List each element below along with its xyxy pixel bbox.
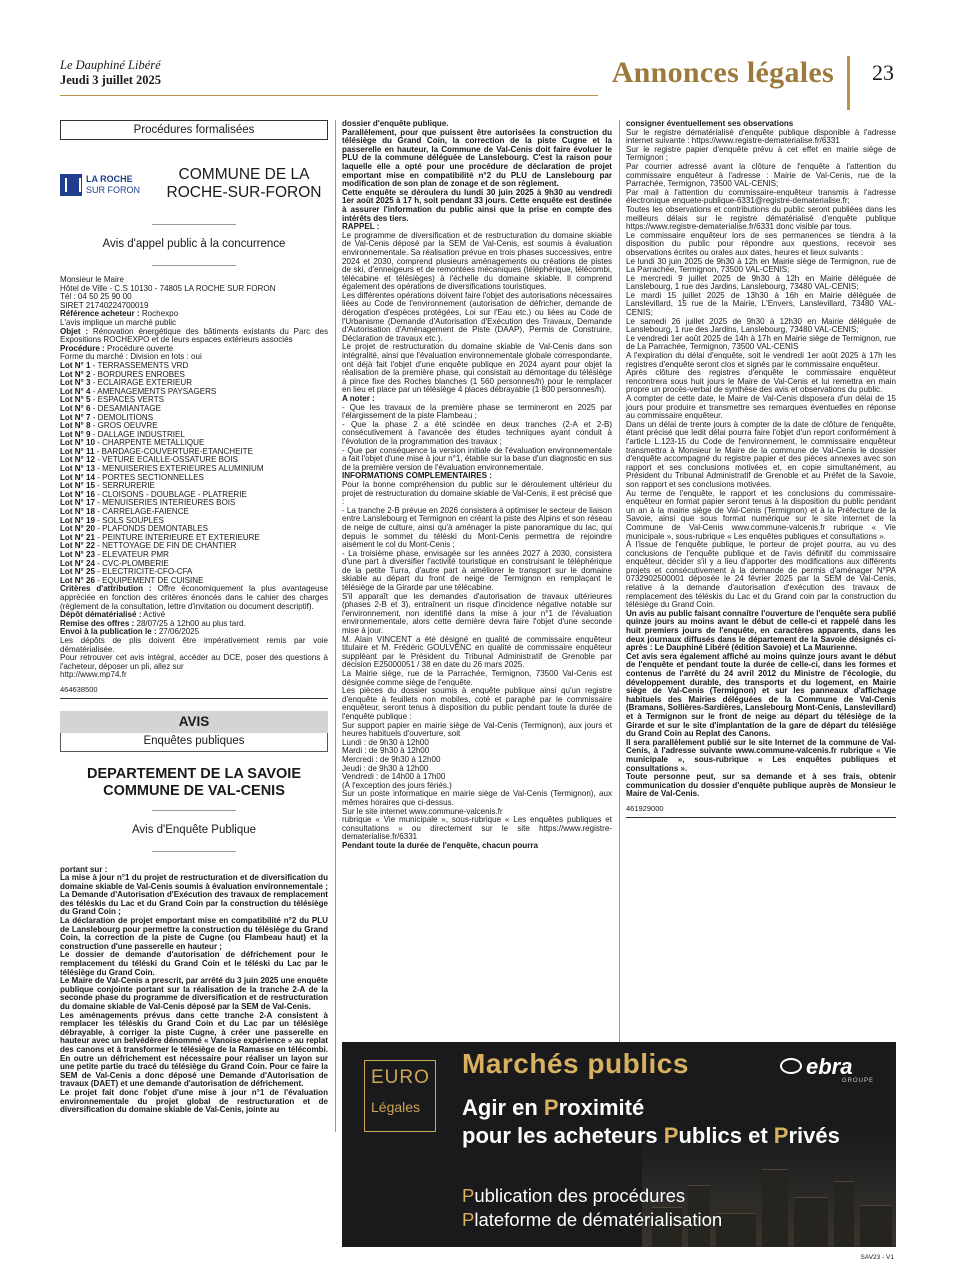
page-header	[60, 54, 894, 110]
paragraph-text: - MENUISERIES EXTERIEURES ALUMINIUM	[94, 464, 264, 474]
paragraph-text: 27/06/2025	[156, 627, 200, 637]
paragraph-text: - PEINTURE INTERIEURE ET EXTERIEURE	[94, 532, 260, 542]
paragraph-text: Procédure ouverte	[104, 343, 174, 353]
paragraph	[60, 977, 328, 1011]
paragraph-text: Le samedi 26 juillet 2025 de 9h30 à 12h30 en Mairie déléguée de Lanslebourg, 1 rue des Jardins, Lanslebourg, 73480 VAL-CENIS;	[626, 316, 896, 335]
service-platform: lateforme de dématérialisation	[474, 1209, 723, 1230]
paragraph-text: - DEMOLITIONS	[90, 412, 154, 422]
paragraph-text: Offre économiquement la plus avantageuse appréciée en fonction des critères énoncés dans le cahier des charges (règlement de la consultation, lettre d'invitation ou document descriptif).	[60, 584, 328, 611]
logo-text-2: SUR FORON	[86, 185, 140, 195]
paragraph	[626, 352, 896, 369]
paragraph-text: - NETTOYAGE DE FIN DE CHANTIER	[94, 541, 237, 551]
notice-reference: 464638500	[60, 684, 98, 694]
paragraph	[626, 275, 896, 292]
paragraph-text: Après clôture des registres d'enquête le commissaire enquêteur rencontrera sous huit jours le Maire de Val-Cenis et lui remettra en main propre un procès-verbal de synthèse des avis et observations du public.	[626, 368, 896, 395]
issuer-block	[60, 162, 328, 224]
paragraph	[342, 421, 612, 447]
paragraph-bold: Lot N° 18	[60, 507, 95, 517]
paragraph-bold: Lot N° 9	[60, 429, 91, 439]
paragraph-bold: Cet avis sera également affiché au moins quinze jours avant le début de l'enquête et pendant toute la durée de celle-ci, dans les formes et contenus de l'arrêté du 24 avril 2012 du Ministre de l'écologie, du développement durable, des transports et du logement, en Mairie siège de Val-Cenis (Termignon) et sur les panneaux d'affichage habituels des Mairies déléguées de la Commune de Val-Cenis (Bramans, Sollières-Sardières, Lanslebourg Mont-Cenis, Lanslevillard) et à Termignon sur le front de neige au départ du télésiège de la Girarde et sur le site d'implantation de la gare de départ du télésiège du Grand Coin au Replat des Canons.	[626, 651, 896, 739]
eurolegales-logo	[364, 1060, 436, 1132]
paragraph-text: Forme du marché : Division en lots : oui	[60, 352, 202, 362]
paragraph-text: - TERRASSEMENTS VRD	[90, 360, 189, 370]
paragraph-bold: Dépôt dématérialisé :	[60, 610, 142, 620]
paragraph-bold: Critères d'attribution :	[60, 584, 152, 594]
paragraph	[342, 816, 612, 842]
paragraph-text: - BARDAGE-COUVERTURE-ETANCHEITE	[94, 446, 253, 456]
paragraph-text: Le projet de restructuration du domaine skiable de Val-Cenis dans son intégralité, ainsi que l'évaluation environnementale globale correspondante, ont déjà fait l'objet d'une enquête publique en 2024 ayant pour objet la réalisation de la première phase, qui consistait au démontage du télésiège à pince fixe des Roches blanches (1 560 personnes/h) pour le remplacer en lieu et place par un télésiège 4 places débrayable (1 800 personnes/h).	[342, 342, 612, 395]
paragraph-text: - CVC-PLOMBERIE	[94, 558, 169, 568]
paragraph-text: Au terme de l'enquête, le rapport et les conclusions du commissaire-enquêteur en format papier seront tenus à la disposition du public pendant un an à la mairie siège de Val-Cenis (Termignon) et à la Préfecture de la Savoie, ainsi que sous format numérique sur le site internet de la Commune de Val-Cenis www.commune-valcenis.fr rubrique « Vie municipale », sous-rubrique « Les enquêtes publiques et consultations ».	[626, 488, 896, 541]
tagline-part: ublics et	[678, 1123, 774, 1148]
paragraph	[60, 1089, 328, 1115]
paragraph-bold: A noter :	[342, 394, 375, 403]
column-3	[626, 120, 896, 1038]
paragraph-bold: Lot N° 19	[60, 515, 95, 525]
paragraph-bold: Lot N° 17	[60, 498, 95, 508]
section-title: Annonces légales	[611, 56, 834, 89]
paragraph-bold: Il sera parallèlement publié sur le site Internet de la commune de Val-Cenis, à l'adresse suivante www.commune-valcenis.fr rubrique « Vie municipale », sous-rubrique « Les enquêtes publiques et consultations ».	[626, 737, 896, 773]
notice-body	[60, 276, 328, 680]
paragraph-bold: Lot N° 13	[60, 464, 95, 474]
paragraph-bold: Lot N° 7	[60, 412, 91, 422]
paragraph-bold: La Demande d'Autorisation d'Exécution des travaux de remplacement des téléskis du Lac et du Grand Coin par la construction du télésiège du Grand Coin ;	[60, 890, 328, 917]
edition-code: SAV23 - V1	[860, 1254, 894, 1261]
ad-services	[462, 1184, 722, 1232]
advertisement-banner[interactable]	[342, 1042, 896, 1247]
paragraph-text: - ESPACES VERTS	[90, 395, 164, 405]
paragraph-text: - BORDURES ENROBES	[90, 369, 185, 379]
paragraph	[342, 447, 612, 473]
paragraph-bold: Lot N° 25	[60, 567, 95, 577]
logo-text-1: LA ROCHE	[86, 174, 133, 184]
notice2-body	[60, 866, 328, 1115]
eurolegales-logo-line-1: EURO	[371, 1067, 430, 1088]
divider	[152, 224, 236, 225]
paragraph-text: - PORTES SECTIONNELLES	[94, 472, 204, 482]
service-highlight: P	[462, 1209, 475, 1230]
column-1	[60, 120, 328, 1115]
paragraph	[60, 585, 328, 611]
paragraph	[342, 790, 612, 807]
paragraph-bold: Lot N° 16	[60, 489, 95, 499]
paragraph-text: Les différentes opérations doivent faire l'objet des autorisations nécessaires liées au Code de l'environnement (autorisation de défricher, demande de dérogation d'espèces protégées, Loi sur l'Eau etc.) ou liées au Code de l'Urbanisme (Demande d'Autorisation d'Exécution des Travaux, Demande d'Autorisation d'Aménagement de Piste (DAAP), Permis de Construire, Déclaration de travaux etc.).	[342, 290, 612, 343]
paragraph-text: - DALLAGE INDUSTRIEL	[90, 429, 185, 439]
paragraph-text: Vendredi : de 14h00 à 17h00	[342, 772, 446, 782]
town-logo	[60, 172, 142, 208]
ad-headline: Marchés publics	[462, 1048, 689, 1079]
paragraph-bold: Procédure :	[60, 343, 105, 353]
paragraph	[342, 129, 612, 189]
paragraph-bold: Le projet fait donc l'objet d'une mise à jour n°1 de l'évaluation environnementale du projet global de restructuration et de diversification du domaine skiable de Val-Cenis, jointe au	[60, 1087, 328, 1115]
paragraph	[626, 292, 896, 318]
paragraph	[342, 636, 612, 670]
paragraph-bold: Toute personne peut, sur sa demande et à ses frais, obtenir communication du dossier d'enquête publique auprès de Monsieur le Maire de Val-Cenis.	[626, 772, 896, 799]
paragraph	[626, 369, 896, 395]
paragraph	[60, 917, 328, 951]
notice2-body-end	[626, 120, 896, 799]
paragraph-bold: Les aménagements prévus dans cette tranche 2-A consistent à remplacer les téléskis du Grand Coin et du Lac par un télésiège débrayable, à corriger la piste Cugne, à créer une passerelle en hauteur avec un belvédère dénommé « Vanoise expérience » au replat des canons et à transformer le télésiège de la Ramasse en télécombi. En outre un défrichement est nécessaire pour réaliser un layon sur une petite partie du tracé du télésiège du Grand Coin. Pour ce faire la SEM de Val-Cenis a donc déposé une Demande d'Autorisation de travaux (DAET) et une demande d'autorisation de défrichement.	[60, 1010, 328, 1089]
paragraph	[626, 653, 896, 739]
tagline-part: Agir en	[462, 1095, 544, 1120]
paragraph-text: Monsieur le Maire	[60, 275, 124, 284]
paragraph	[626, 189, 896, 206]
paragraph	[342, 481, 612, 507]
paragraph-text: Pour la bonne compréhension du public sur le déroulement ultérieur du projet de restructuration du domaine skiable de Val-Cenis, il est précisé que :	[342, 479, 612, 507]
paragraph-text: Le mercredi 9 juillet 2025 de 9h30 à 12h en Mairie déléguée de Lanslebourg, 1 rue des Jardins, Lanslebourg, 73480 VAL-CENIS;	[626, 273, 896, 292]
column-2	[342, 120, 612, 1038]
paragraph-text: Rénovation énergétique des bâtiments existants du Parc des Expositions ROCHEXPO et de leurs espaces extérieurs associés	[60, 326, 328, 345]
paragraph-text: Sur le site internet www.commune-valcenis.fr	[342, 806, 503, 816]
column-rule	[335, 120, 336, 1132]
paragraph-text: Mardi : de 9h30 à 12h00	[342, 746, 430, 756]
paragraph-text: Rochexpo	[139, 309, 179, 319]
tagline-part: rivés	[788, 1123, 840, 1148]
paragraph	[342, 343, 612, 395]
paragraph-text: - CHARPENTE METALLIQUE	[94, 438, 205, 448]
divider	[152, 265, 236, 266]
paragraph-text: Tél : 04 50 25 90 00	[60, 292, 132, 302]
paragraph-bold: Lot N° 6	[60, 403, 91, 413]
paragraph-text: - Que la phase 2 a été scindée en deux tranches (2-A et 2-B) consécutivement à l'avancée des études techniques ayant conduit à l'évolution de la programmation des travaux ;	[342, 419, 612, 446]
paragraph-bold: Objet :	[60, 326, 89, 336]
paragraph-text: Le mardi 15 juillet 2025 de 13h30 à 16h en Mairie déléguée de Lanslevillard, 15 rue de la Mairie, L'Envers, Lanslevillard, 73480 VAL-CENIS;	[626, 290, 896, 318]
paragraph-text: Sur support papier en mairie siège de Val-Cenis (Termignon), aux jours et heures habituels d'ouverture, soit	[342, 720, 612, 739]
paragraph	[626, 335, 896, 352]
paragraph-bold: Lot N° 21	[60, 532, 95, 542]
paragraph-text: L'avis implique un marché public	[60, 317, 177, 327]
paragraph-text: Hôtel de Ville - C.S 10130 - 74805 LA ROCHE SUR FORON	[60, 283, 276, 293]
paragraph-bold: INFORMATIONS COMPLEMENTAIRES :	[342, 471, 492, 481]
paragraph-bold: La mise à jour n°1 du projet de restructuration et de diversification du domaine skiable de Val-Cenis soumis à évaluation environnementale ;	[60, 873, 328, 891]
paragraph-text: - DESAMIANTAGE	[90, 403, 161, 413]
publication-name: Le Dauphiné Libéré	[60, 58, 161, 72]
paragraph-text: SIRET 21740224700019	[60, 300, 149, 310]
paragraph-text: Les dépôts de plis doivent être impérativement remis par voie dématérialisée.	[60, 635, 328, 654]
ebra-brand: ebra	[806, 1054, 853, 1079]
notice2-reference: 461929000	[626, 803, 664, 813]
notice-end-rule	[60, 698, 328, 699]
paragraph-bold: Lot N° 14	[60, 472, 95, 482]
paragraph	[342, 722, 612, 739]
tagline-highlight: P	[773, 1123, 789, 1148]
paragraph-text: - PLAFONDS DEMONTABLES	[94, 524, 208, 534]
paragraph-text: - ELEVATEUR PMR	[94, 550, 169, 559]
paragraph-bold: Lot N° 15	[60, 481, 95, 491]
paragraph	[626, 206, 896, 232]
paragraph-text: Jeudi : de 9h30 à 12h00	[342, 763, 429, 773]
paragraph	[342, 593, 612, 636]
paragraph-bold: Lot N° 3	[60, 378, 91, 388]
paragraph-bold: Pendant toute la durée de l'enquête, chacun pourra	[342, 840, 538, 850]
paragraph-text: Les pièces du dossier soumis à enquête publique ainsi qu'un registre d'enquête à feuillets non mobiles, coté et paraphé par le commissaire enquêteur, seront tenus à disposition du public pendant toute la durée de l'enquête publique :	[342, 686, 612, 721]
page-number: 23	[872, 60, 894, 85]
divider	[152, 851, 236, 852]
paragraph-text: - CARRELAGE-FAIENCE	[94, 507, 189, 517]
paragraph	[626, 258, 896, 275]
paragraph	[342, 404, 612, 421]
paragraph	[342, 670, 612, 687]
paragraph-text: La Mairie siège, rue de la Parrachée, Termignon, 73500 Val-Cenis est désignée comme siège de l'enquête.	[342, 669, 612, 687]
ad-tagline	[462, 1094, 840, 1150]
town-logo-icon	[60, 174, 82, 196]
issuer-name-line-2: ROCHE-SUR-FORON	[166, 184, 322, 201]
paragraph	[60, 328, 328, 345]
eurolegales-logo-line-2: Légales	[371, 1099, 421, 1115]
paragraph	[60, 951, 328, 977]
paragraph-bold: Lot N° 20	[60, 524, 95, 534]
ebra-group: GROUPE	[841, 1078, 874, 1084]
paragraph-text: M. Alain VINCENT a été désigné en qualité de commissaire enquêteur titulaire et M. Frédéric GOULVENC en qualité de commissaire enquêteur suppléant par le Président du Tribunal Administratif de Grenoble par décision E25000051 / 38 en date du 26 mars 2025.	[342, 634, 612, 670]
ebra-logo	[778, 1054, 878, 1084]
paragraph-bold: Le dossier de demande d'autorisation de défrichement pour le remplacement du téléski du Grand Coin et le téléski du Lac par le télésiège du Grand Coin.	[60, 950, 328, 977]
paragraph-text: 28/07/25 à 12h00 au plus tard.	[134, 618, 246, 628]
paragraph	[626, 318, 896, 335]
paragraph-bold: Lot N° 5	[60, 395, 91, 405]
paragraph	[60, 1012, 328, 1089]
paragraph	[626, 232, 896, 258]
paragraph	[626, 739, 896, 773]
issuer-name	[160, 166, 328, 202]
divider	[152, 810, 236, 811]
paragraph-text: - La troisième phase, envisagée sur les années 2027 à 2030, consistera d'une part à diversifier l'activité touristique en construisant le téléphérique de la petite Turra, d'autre part à améliorer le transport sur le domaine skiable au départ du front de neige de Termignon en remplaçant le télésiège de la Girarde par une télécabine.	[342, 548, 612, 593]
paragraph-text: S'il apparaît que les demandes d'autorisation de travaux ultérieures (phases 2-B et 3), entraînent un risque d'incidence négative notable sur l'environnement, non identifié dans la mise à jour n°1 de l'évaluation environnementale, alors cette dernière devra faire l'objet d'une seconde mise à jour.	[342, 591, 612, 636]
notice2-end-rule	[626, 817, 896, 818]
paragraph-bold: Lot N° 8	[60, 421, 91, 431]
paragraph-text: A l'expiration du délai d'enquête, soit le vendredi 1er août 2025 à 17h les registres d'enquête seront clos et signés par le commissaire enquêteur.	[626, 351, 896, 369]
paragraph	[626, 129, 896, 146]
paragraph-text: Le lundi 30 juin 2025 de 9h30 à 12h en Mairie siège de Termignon, rue de La Parrachée, Termignon, 73500 VAL-CENIS;	[626, 256, 896, 275]
paragraph-text: Sur le registre dématérialisé d'enquête publique disponible à l'adresse internet suivante : https://www.registre-dematerialise.fr/6331	[626, 127, 896, 146]
paragraph-text: Lundi : de 9h30 à 12h00	[342, 737, 429, 747]
paragraph-bold: Lot N° 10	[60, 438, 95, 448]
paragraph-text: - Que les travaux de la première phase se termineront en 2025 par l'élargissement de la piste Flambeau ;	[342, 402, 612, 421]
header-rule	[60, 95, 598, 96]
header-separator	[847, 56, 850, 110]
paragraph	[626, 395, 896, 421]
paragraph-text: - AMENAGEMENTS PAYSAGERS	[90, 386, 217, 396]
section-header-procedures: Procédures formalisées	[60, 120, 328, 140]
paragraph-text: Pour retrouver cet avis intégral, accéder au DCE, poser des questions à l'acheteur, déposer un pli, allez sur	[60, 653, 328, 671]
paragraph-text: Dans un délai de trente jours à compter de la date de clôture de l'enquête, étant précisé que ledit délai pourra faire l'objet d'un report conformément à l'article L.123-15 du Code de l'environnement, le commissaire enquêteur transmettra à Monsieur le Maire de la commune de Val-Cenis le dossier d'enquête accompagné du registre papier et des pièces annexes avec son rapport et ses conclusions motivées et, en copie simultanément, au Président du Tribunal Administratif de Grenoble et au Préfet de la Savoie, son rapport et ses conclusions motivées.	[626, 419, 896, 489]
paragraph-text: Par courrier adressé avant la clôture de l'enquête à l'attention du commissaire enquêteur à l'adresse : Mairie de Val-Cenis, rue de la Parrachée, Termignon, 73500 VAL-CENIS;	[626, 161, 896, 189]
column-rule	[619, 120, 620, 1132]
paragraph-bold: dossier d'enquête publique.	[342, 120, 449, 128]
paragraph	[342, 550, 612, 593]
paragraph-bold: consigner éventuellement ses observations	[626, 120, 794, 128]
paragraph-bold: Le Maire de Val-Cenis a prescrit, par arrêté du 3 juin 2025 une enquête publique conjointe portant sur la réalisation de la tranche 2-A de la seconde phase du programme de diversification et de restructuration du domaine skiable de Val-Cenis déposé par la SEM de Val-Cenis.	[60, 976, 328, 1011]
paragraph-text: (À l'exception des jours fériés.)	[342, 780, 452, 790]
paragraph-text: - EQUIPEMENT DE CUISINE	[94, 575, 204, 585]
paragraph-bold: Référence acheteur :	[60, 309, 140, 319]
service-publication: ublication des procédures	[474, 1185, 686, 1206]
paragraph-text: Par mail à l'attention du commissaire-enquêteur transmis à l'adresse électronique enquete-publique-6331@registre-dematerialise.fr;	[626, 187, 896, 206]
paragraph-text: - MENUISERIES INTERIEURES BOIS	[94, 498, 236, 508]
paragraph-bold: Lot N° 1	[60, 360, 91, 370]
service-highlight: P	[462, 1185, 475, 1206]
paragraph-bold: Lot N° 12	[60, 455, 95, 465]
paragraph-text: - SOLS SOUPLES	[94, 515, 164, 525]
paragraph-bold: Lot N° 11	[60, 446, 95, 456]
paragraph-text: A compter de cette date, le Maire de Val-Cenis disposera d'un délai de 15 jours pour produire et transmettre ses remarques éventuelles en réponse au commissaire enquêteur.	[626, 394, 896, 421]
paragraph	[342, 292, 612, 344]
tagline-part: pour les acheteurs	[462, 1123, 664, 1148]
paragraph-text: Activé	[141, 610, 166, 620]
issuer-name-line-1: COMMUNE DE LA	[178, 166, 310, 183]
paragraph-text: http://www.mp74.fr	[60, 670, 127, 680]
avis-band: AVIS	[60, 711, 328, 733]
paragraph-bold: Cette enquête se déroulera du lundi 30 juin 2025 à 9h30 au vendredi 1er août 2025 à 17 h, soit pendant 33 jours. Cette enquête est destinée à assurer l'information du public ainsi que la prise en compte des intérêts des tiers.	[342, 187, 612, 223]
paragraph	[60, 891, 328, 917]
paragraph-bold: Lot N° 4	[60, 386, 91, 396]
paragraph	[60, 874, 328, 891]
paragraph-text: - ELECTRICITE-CFO-CFA	[94, 567, 193, 577]
paragraph-bold: Lot N° 24	[60, 558, 95, 568]
notice2-title: Avis d'Enquête Publique	[131, 823, 257, 836]
paragraph	[342, 687, 612, 721]
paragraph	[626, 610, 896, 653]
paragraph-bold: Remise des offres :	[60, 618, 135, 628]
section-header-enquetes: Enquêtes publiques	[60, 733, 328, 752]
department-line-2: COMMUNE DE VAL-CENIS	[103, 782, 285, 799]
paragraph-text: - VETURE ECAILLE-OSSATURE BOIS	[94, 455, 238, 465]
issue-date: Jeudi 3 juillet 2025	[60, 73, 162, 87]
paragraph-text: rubrique « Vie municipale », sous-rubrique « Les enquêtes publiques et consultations » ou directement sur le site https://www.registre-dematerialise.fr/6331	[342, 815, 612, 842]
paragraph-bold: La déclaration de projet emportant mise en compatibilité n°2 du PLU de Lanslebourg pour permettre la construction du télésiège du Grand Coin, la correction de la piste de Cugne (ou Flambeau haut) et la construction d'une passerelle en hauteur ;	[60, 916, 328, 951]
paragraph	[342, 507, 612, 550]
paragraph-bold: Lot N° 22	[60, 541, 95, 551]
tagline-highlight: P	[543, 1095, 559, 1120]
paragraph	[626, 541, 896, 610]
paragraph-text: Mercredi : de 9h30 à 12h00	[342, 754, 441, 764]
paragraph-text: Sur un poste informatique en mairie siège de Val-Cenis (Termignon), aux mêmes horaires que ci-dessus.	[342, 789, 612, 807]
masthead	[60, 58, 161, 88]
tagline-part: roximité	[558, 1095, 645, 1120]
paragraph-bold: Un avis au public faisant connaître l'ouverture de l'enquête sera publié quinze jours au moins avant le début de celle-ci et rappelé dans les huit premiers jours de l'enquête, en caractères apparents, dans les deux journaux diffusés dans le département de la Savoie désignés ci-après : Le Dauphiné Libéré (édition Savoie) et La Maurienne.	[626, 608, 896, 653]
paragraph	[60, 654, 328, 671]
paragraph-text: Sur le registre papier d'enquête prévu à cet effet en mairie siège de Termignon ;	[626, 144, 896, 163]
paragraph-bold: Lot N° 26	[60, 575, 95, 585]
notice-title: Avis d'appel public à la concurrence	[102, 238, 286, 250]
paragraph	[626, 490, 896, 542]
paragraph-text: - GROS OEUVRE	[90, 421, 158, 431]
paragraph	[60, 671, 328, 680]
paragraph	[626, 773, 896, 799]
paragraph-bold: Parallèlement, pour que puissent être autorisées la construction du télésiège du Grand Coin, la correction de la piste Cugne et la passerelle en hauteur, la Commune de Val-Cenis doit faire évoluer le PLU de la commune déléguée de Lanslebourg. C'est la raison pour laquelle elle a opté pour une procédure de déclaration de projet emportant mise en compatibilité n°2 du PLU de Lanslebourg par modification de son plan de zonage et de son règlement.	[342, 127, 612, 189]
paragraph-text: Le programme de diversification et de restructuration du domaine skiable de Val-Cenis déposé par la SEM de Val-Cenis, est soumis à évaluation environnementale. Sa réalisation prévue en trois phases successives, entre 2024 et 2030, comprend plusieurs aménagements ou créations de pistes de ski, d'enneigeurs et de remontées mécaniques (téléphérique, télécombi, télécabine et télésièges) à l'échelle du domaine skiable. Il comprend également des opérations de diversifications touristiques.	[342, 230, 612, 292]
tagline-highlight: P	[663, 1123, 679, 1148]
paragraph	[342, 842, 612, 851]
paragraph-bold: Lot N° 2	[60, 369, 91, 379]
notice2-body-continued	[342, 120, 612, 850]
paragraph-bold: RAPPEL :	[342, 222, 380, 232]
ebra-ring-icon	[780, 1058, 802, 1074]
paragraph-text: Toutes les observations et contributions du public seront publiées dans les meilleurs délais sur le registre dématérialisé d'enquête publique https://www.registre-dematerialise.fr/6331 donc visible par tous.	[626, 204, 896, 232]
paragraph	[626, 146, 896, 163]
department-title	[60, 766, 328, 800]
paragraph-bold: Lot N° 23	[60, 550, 95, 559]
paragraph-text: Le commissaire enquêteur lors de ses permanences se tiendra à la disposition du public pour répondre aux questions, recevoir ses observations écrites ou orales aux dates, heures et lieux suivants :	[626, 230, 896, 257]
paragraph-bold: Envoi à la publication le :	[60, 627, 157, 637]
paragraph	[342, 189, 612, 223]
paragraph-bold: portant sur :	[60, 864, 108, 874]
paragraph-text: À l'issue de l'enquête publique, le porteur de projet pourra, au vu des conclusions de l'enquête publique et de l'avis définitif du commissaire enquêteur, décider s'il y a lieu d'apporter des modifications aux différents projets et consécutivement à la demande de permis d'aménager N°PA 0732902500001 déposée le 24 février 2025 par la SEM de Val-Cenis, relative à la demande d'autorisation d'exécution des travaux de remplacement des téléskis du Lac et du Grand coin par la construction du télésiège du Grand Coin.	[626, 540, 896, 610]
paragraph-text: - ECLAIRAGE EXTERIEUR	[90, 378, 193, 388]
paragraph-text: - La tranche 2-B prévue en 2026 consistera à optimiser le secteur de liaison entre Lanslebourg et Termignon en créant la piste des Alpins et son réseau de neige de culture, ainsi qu'à aménager la piste panoramique du lac, qui depuis le sommet du téléski du Mont-Cenis permettra de rejoindre aisément le col du Mont-Cenis ;	[342, 505, 612, 550]
paragraph-text: Le vendredi 1er août 2025 de 14h à 17h en Mairie siège de Termignon, rue de La Parrachée, Termignon, 73500 VAL-CENIS	[626, 333, 896, 352]
paragraph	[626, 163, 896, 189]
paragraph-text: - Que par conséquence la version initiale de l'évaluation environnementale a fait l'objet d'une mise à jour n°1, établie sur la base d'un diagnostic en sus de la première version de l'évaluation environnementale.	[342, 445, 612, 472]
paragraph-text: - SERRURERIE	[94, 481, 155, 491]
paragraph	[626, 421, 896, 490]
paragraph	[60, 637, 328, 654]
paragraph-text: - CLOISONS - DOUBLAGE - PLATRERIE	[94, 489, 247, 499]
paragraph	[342, 232, 612, 292]
department-line-1: DEPARTEMENT DE LA SAVOIE	[86, 765, 302, 782]
